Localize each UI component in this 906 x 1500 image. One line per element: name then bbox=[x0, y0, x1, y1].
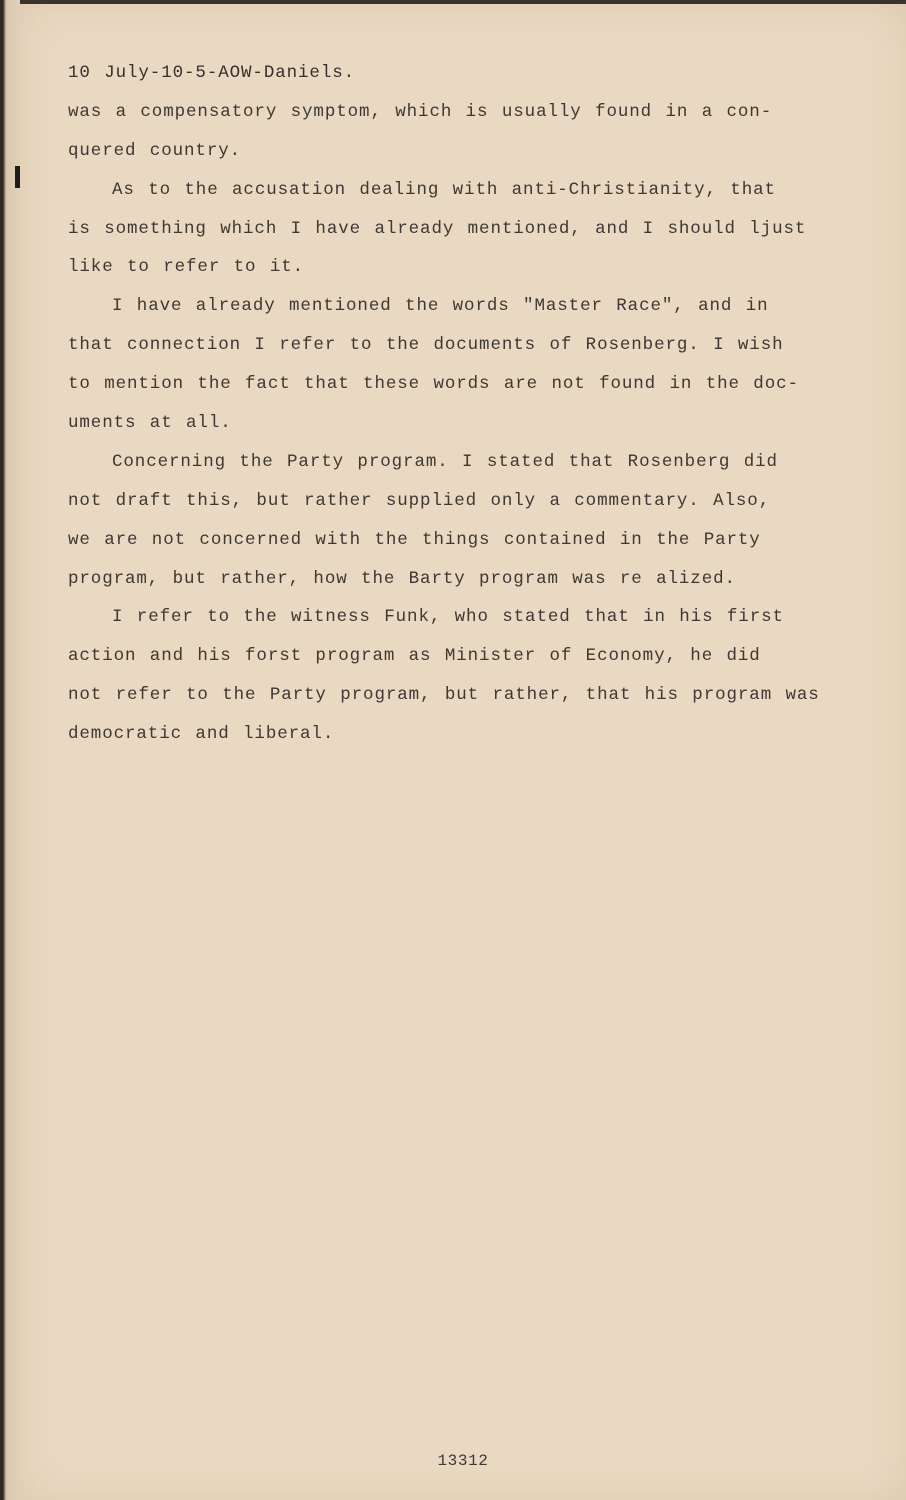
page-number: 13312 bbox=[437, 1452, 489, 1470]
text-line: like to refer to it. bbox=[68, 257, 305, 278]
paragraph-start-line: I refer to the witness Funk, who stated that in his first bbox=[112, 607, 784, 628]
text-line: action and his forst program as Minister of Economy, he did bbox=[68, 646, 761, 667]
paragraph-start-line: I have already mentioned the words "Master Race", and in bbox=[112, 296, 769, 317]
paragraph-start-line: Concerning the Party program. I stated that Rosenberg did bbox=[112, 451, 778, 472]
text-line: we are not concerned with the things contained in the Party bbox=[68, 529, 761, 550]
text-line: democratic and liberal. bbox=[68, 724, 335, 745]
text-line: is something which I have already mentioned, and I should ljust bbox=[68, 218, 807, 239]
text-line: that connection I refer to the documents of Rosenberg. I wish bbox=[68, 335, 784, 356]
text-line: not refer to the Party program, but rather, that his program was bbox=[68, 685, 820, 706]
text-line: to mention the fact that these words are not found in the doc- bbox=[68, 374, 799, 395]
text-line: uments at all. bbox=[68, 413, 232, 434]
text-line: program, but rather, how the Barty program was re alized. bbox=[68, 568, 736, 589]
text-line: was a compensatory symptom, which is usually found in a con- bbox=[68, 101, 773, 122]
text-line: quered country. bbox=[68, 140, 242, 161]
scan-binding-edge bbox=[0, 0, 20, 1500]
document-body bbox=[68, 54, 848, 754]
paragraph-start-line: As to the accusation dealing with anti-Christianity, that bbox=[112, 179, 776, 200]
margin-mark bbox=[15, 166, 20, 188]
document-header: 10 July-10-5-AOW-Daniels. bbox=[68, 63, 356, 83]
text-line: not draft this, but rather supplied only a commentary. Also, bbox=[68, 490, 771, 511]
